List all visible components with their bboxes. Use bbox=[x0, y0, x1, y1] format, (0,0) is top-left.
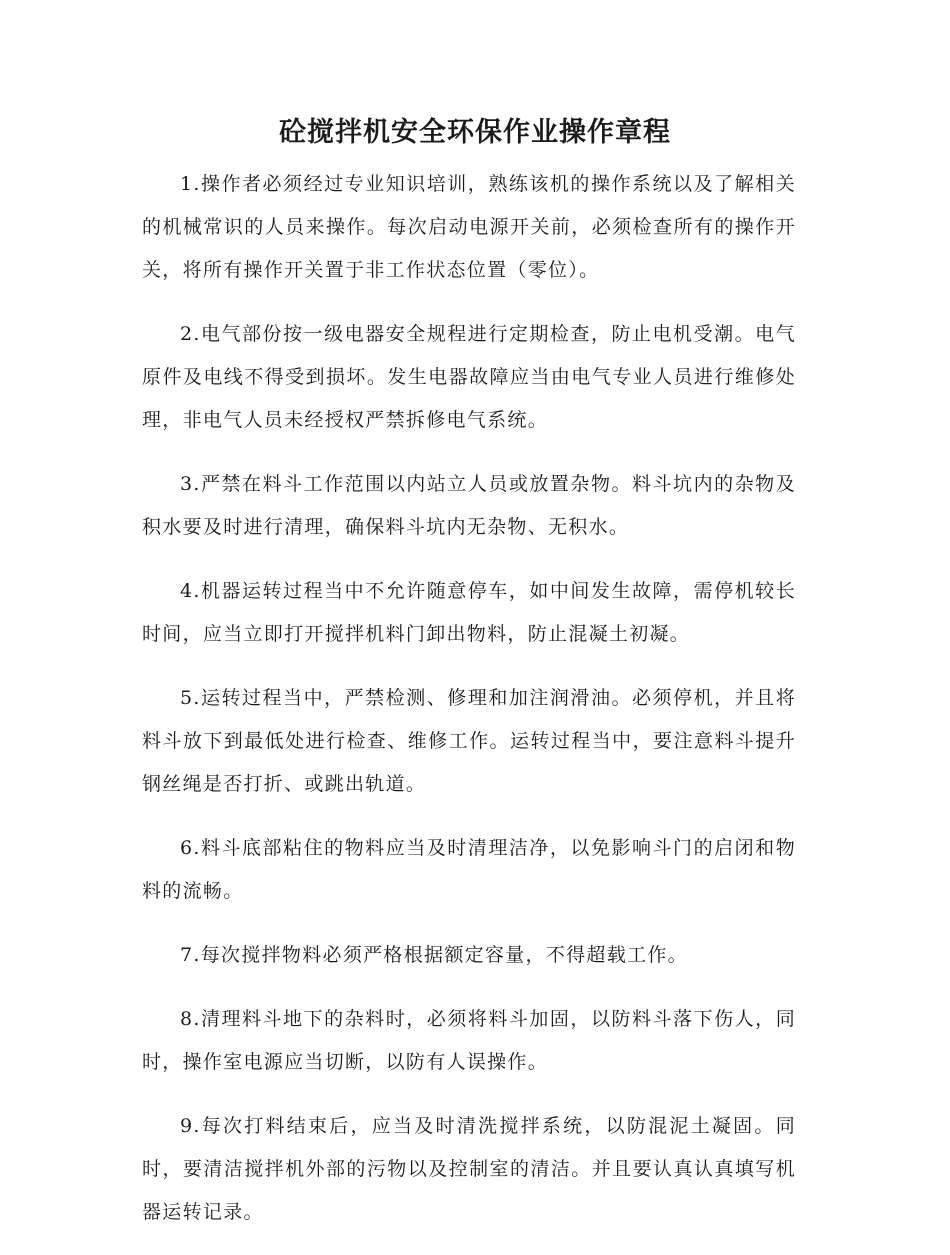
paragraph-6: 6.料斗底部粘住的物料应当及时清理洁净，以免影响斗门的启闭和物料的流畅。 bbox=[142, 837, 796, 902]
document-body bbox=[142, 163, 796, 1255]
paragraph-9: 9.每次打料结束后，应当及时清洗搅拌系统，以防混泥土凝固。同时，要清洁搅拌机外部的污物以及控制室的清洁。并且要认真认真填写机器运转记录。 bbox=[142, 1115, 796, 1223]
paragraph-7: 7.每次搅拌物料必须严格根据额定容量，不得超载工作。 bbox=[180, 944, 688, 966]
paragraph-5: 5.运转过程当中，严禁检测、修理和加注润滑油。必须停机，并且将料斗放下到最低处进行检查、维修工作。运转过程当中，要注意料斗提升钢丝绳是否打折、或跳出轨道。 bbox=[142, 687, 796, 795]
paragraph-4: 4.机器运转过程当中不允许随意停车，如中间发生故障，需停机较长时间，应当立即打开搅拌机料门卸出物料，防止混凝土初凝。 bbox=[142, 580, 796, 645]
paragraph-8: 8.清理料斗地下的杂料时，必须将料斗加固，以防料斗落下伤人，同时，操作室电源应当切断，以防有人误操作。 bbox=[142, 1008, 796, 1073]
document-title: 砼搅拌机安全环保作业操作章程 bbox=[279, 117, 671, 148]
paragraph-2: 2.电气部份按一级电器安全规程进行定期检查，防止电机受潮。电气原件及电线不得受到损坏。发生电器故障应当由电气专业人员进行维修处理，非电气人员未经授权严禁拆修电气系统。 bbox=[142, 323, 796, 431]
paragraph-3: 3.严禁在料斗工作范围以内站立人员或放置杂物。料斗坑内的杂物及积水要及时进行清理，确保料斗坑内无杂物、无积水。 bbox=[142, 473, 796, 538]
paragraph-1: 1.操作者必须经过专业知识培训，熟练该机的操作系统以及了解相关的机械常识的人员来操作。每次启动电源开关前，必须检查所有的操作开关，将所有操作开关置于非工作状态位置（零位）。 bbox=[142, 173, 796, 281]
